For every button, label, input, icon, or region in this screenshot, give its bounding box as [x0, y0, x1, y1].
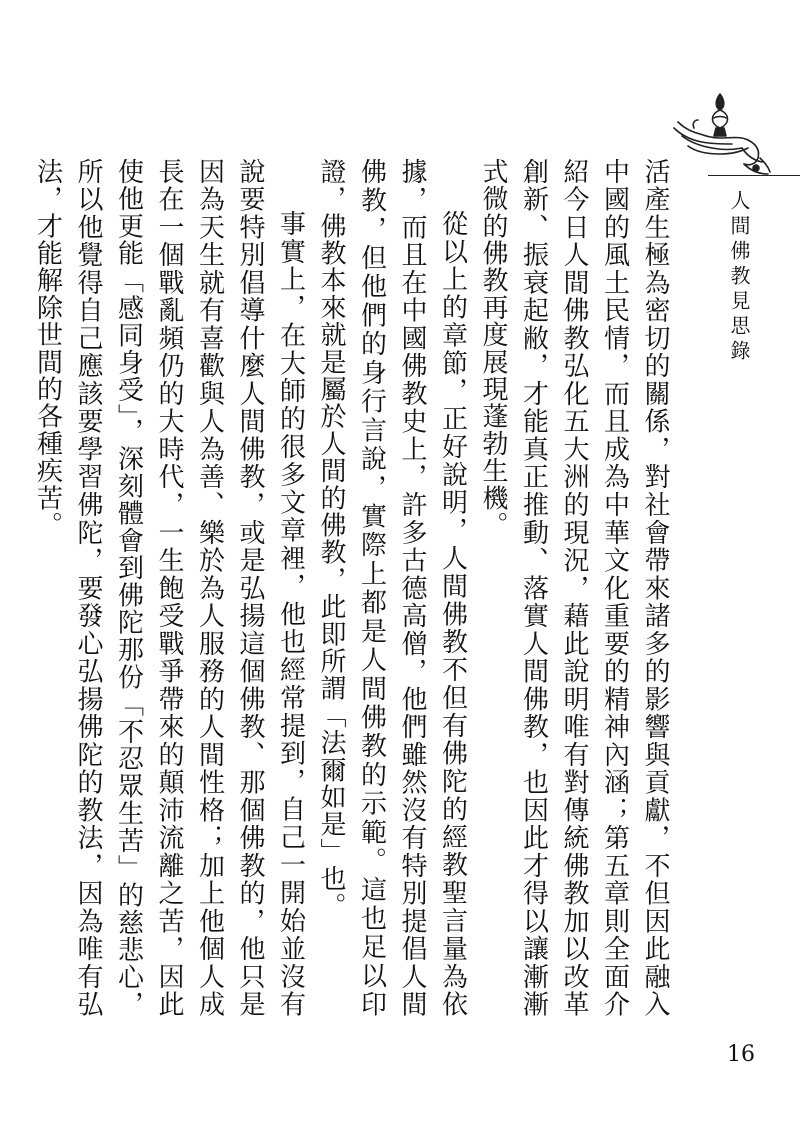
paragraph: 從以上的章節，正好說明，人間佛教不但有佛陀的經教聖言量為依據，而且在中國佛教史上，許多古德高僧，他們雖然沒有特別提倡人間佛教，但他們的身行言說，實際上都是人間佛教的示範。這也足以印證，佛教本來就是屬於人間的佛教，此即所謂「法爾如是」也。 — [316, 158, 468, 1018]
paragraph: 活產生極為密切的關係，對社會帶來諸多的影響與貢獻，不但因此融入中國的風土民情，而且成為中華文化重要的精神內涵；第五章則全面介紹今日人間佛教弘化五大洲的現況，藉此說明唯有對傳統佛教加以改革創新、振衰起敝，才能真正推動、落實人間佛教，也因此才得以讓漸漸式微的佛教再度展現蓬勃生機。 — [478, 158, 670, 1018]
body-text — [27, 158, 675, 1018]
page-number: 16 — [727, 1042, 755, 1067]
header-rule — [708, 175, 800, 176]
hand-holding-jewel-icon — [670, 88, 774, 180]
running-title: 人間佛教見思錄 — [727, 190, 751, 365]
paragraph: 事實上，在大師的很多文章裡，他也經常提到，自己一開始並沒有說要特別倡導什麼人間佛教，或是弘揚這個佛教、那個佛教的，他只是因為天生就有喜歡與人為善、樂於為人服務的人間性格；加上他個人成長在一個戰亂頻仍的大時代，一生飽受戰爭帶來的顛沛流離之苦，因此使他更能「感同身受」，深刻體會到佛陀那份「不忍眾生苦」的慈悲心，所以他覺得自己應該要學習佛陀，要發心弘揚佛陀的教法，因為唯有弘法，才能解除世間的各種疾苦。 — [32, 158, 306, 1018]
